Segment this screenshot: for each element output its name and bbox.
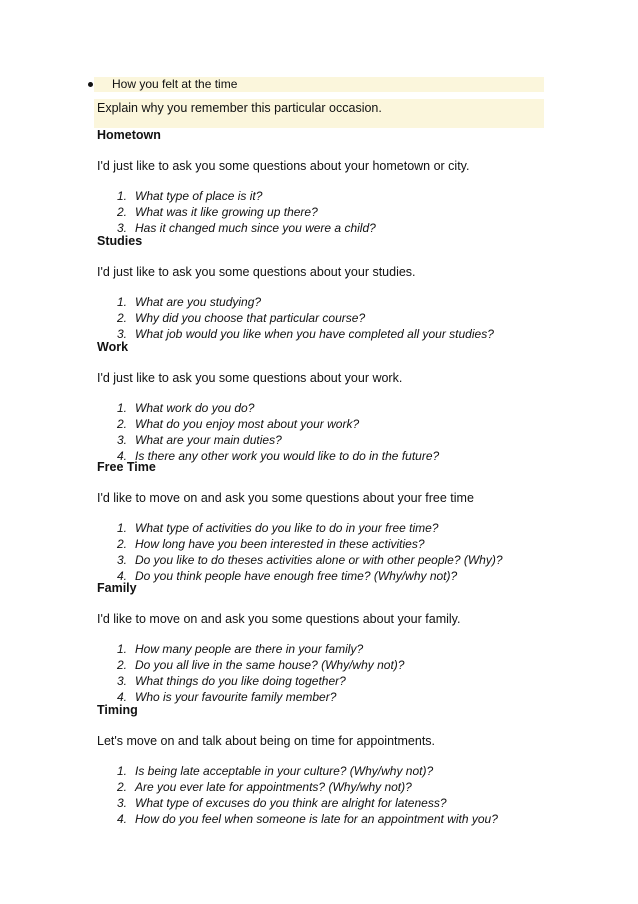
question-text: What do you enjoy most about your work? — [135, 417, 360, 431]
list-item — [97, 673, 557, 689]
question-number: 1. — [117, 401, 128, 415]
list-item — [97, 779, 557, 795]
section-title: Timing — [97, 703, 138, 717]
section-title: Hometown — [97, 128, 161, 142]
section-intro: I'd just like to ask you some questions about your hometown or city. — [97, 159, 470, 173]
question-number: 3. — [117, 433, 128, 447]
question-list — [97, 294, 557, 342]
section-family — [97, 580, 557, 705]
bullet-dot-icon — [88, 82, 93, 87]
question-number: 4. — [117, 569, 128, 583]
list-item — [97, 641, 557, 657]
question-number: 4. — [117, 812, 128, 826]
list-item — [97, 536, 557, 552]
question-list — [97, 763, 557, 827]
section-work — [97, 339, 557, 464]
section-intro: Let's move on and talk about being on time for appointments. — [97, 734, 436, 748]
question-number: 4. — [117, 449, 128, 463]
question-number: 2. — [117, 537, 128, 551]
question-number: 1. — [117, 189, 128, 203]
question-text: Has it changed much since you were a child? — [135, 221, 376, 235]
section-free-time — [97, 459, 557, 584]
question-text: What are your main duties? — [135, 433, 282, 447]
list-item — [97, 188, 557, 204]
explain-prompt — [94, 99, 544, 128]
question-text: What was it like growing up there? — [135, 205, 318, 219]
question-text: Is being late acceptable in your culture? (Why/why not)? — [135, 764, 434, 778]
section-hometown — [97, 127, 557, 236]
list-item — [97, 763, 557, 779]
question-number: 3. — [117, 553, 128, 567]
question-number: 3. — [117, 674, 128, 688]
section-title: Studies — [97, 234, 143, 248]
question-list — [97, 641, 557, 705]
question-number: 1. — [117, 764, 128, 778]
section-intro: I'd like to move on and ask you some questions about your family. — [97, 612, 461, 626]
question-text: Do you all live in the same house? (Why/why not)? — [135, 658, 405, 672]
question-text: Is there any other work you would like to do in the future? — [135, 449, 440, 463]
question-number: 2. — [117, 205, 128, 219]
question-text: What are you studying? — [135, 295, 262, 309]
list-item — [97, 294, 557, 310]
section-title: Free Time — [97, 460, 156, 474]
question-number: 4. — [117, 690, 128, 704]
question-text: Who is your favourite family member? — [135, 690, 337, 704]
section-intro: I'd just like to ask you some questions about your studies. — [97, 265, 416, 279]
section-intro: I'd like to move on and ask you some questions about your free time — [97, 491, 474, 505]
question-text: What job would you like when you have completed all your studies? — [135, 327, 494, 341]
question-text: What type of excuses do you think are alright for lateness? — [135, 796, 447, 810]
section-title: Work — [97, 340, 129, 354]
list-item — [97, 416, 557, 432]
question-text: What things do you like doing together? — [135, 674, 346, 688]
section-title: Family — [97, 581, 137, 595]
list-item — [97, 520, 557, 536]
question-number: 2. — [117, 417, 128, 431]
list-item — [97, 657, 557, 673]
question-list — [97, 188, 557, 236]
bullet-text: How you felt at the time — [112, 77, 238, 91]
list-item — [97, 204, 557, 220]
section-timing — [97, 702, 557, 827]
question-number: 3. — [117, 221, 128, 235]
question-text: What type of place is it? — [135, 189, 263, 203]
question-text: How many people are there in your family? — [135, 642, 364, 656]
bullet-item — [94, 77, 544, 92]
question-number: 2. — [117, 780, 128, 794]
question-number: 2. — [117, 658, 128, 672]
question-text: Do you like to do theses activities alone or with other people? (Why)? — [135, 553, 503, 567]
list-item — [97, 310, 557, 326]
question-text: How long have you been interested in these activities? — [135, 537, 425, 551]
question-number: 1. — [117, 295, 128, 309]
question-number: 3. — [117, 796, 128, 810]
question-list — [97, 400, 557, 464]
list-item — [97, 432, 557, 448]
question-text: What type of activities do you like to do in your free time? — [135, 521, 439, 535]
question-list — [97, 520, 557, 584]
question-number: 1. — [117, 521, 128, 535]
question-number: 2. — [117, 311, 128, 325]
list-item — [97, 400, 557, 416]
list-item — [97, 552, 557, 568]
question-text: Do you think people have enough free time? (Why/why not)? — [135, 569, 458, 583]
explain-text: Explain why you remember this particular occasion. — [97, 101, 382, 115]
question-number: 1. — [117, 642, 128, 656]
section-studies — [97, 233, 557, 342]
question-number: 3. — [117, 327, 128, 341]
question-text: What work do you do? — [135, 401, 255, 415]
section-intro: I'd just like to ask you some questions about your work. — [97, 371, 403, 385]
list-item — [97, 811, 557, 827]
list-item — [97, 795, 557, 811]
question-text: How do you feel when someone is late for an appointment with you? — [135, 812, 498, 826]
question-text: Why did you choose that particular course? — [135, 311, 366, 325]
question-text: Are you ever late for appointments? (Why/why not)? — [135, 780, 412, 794]
